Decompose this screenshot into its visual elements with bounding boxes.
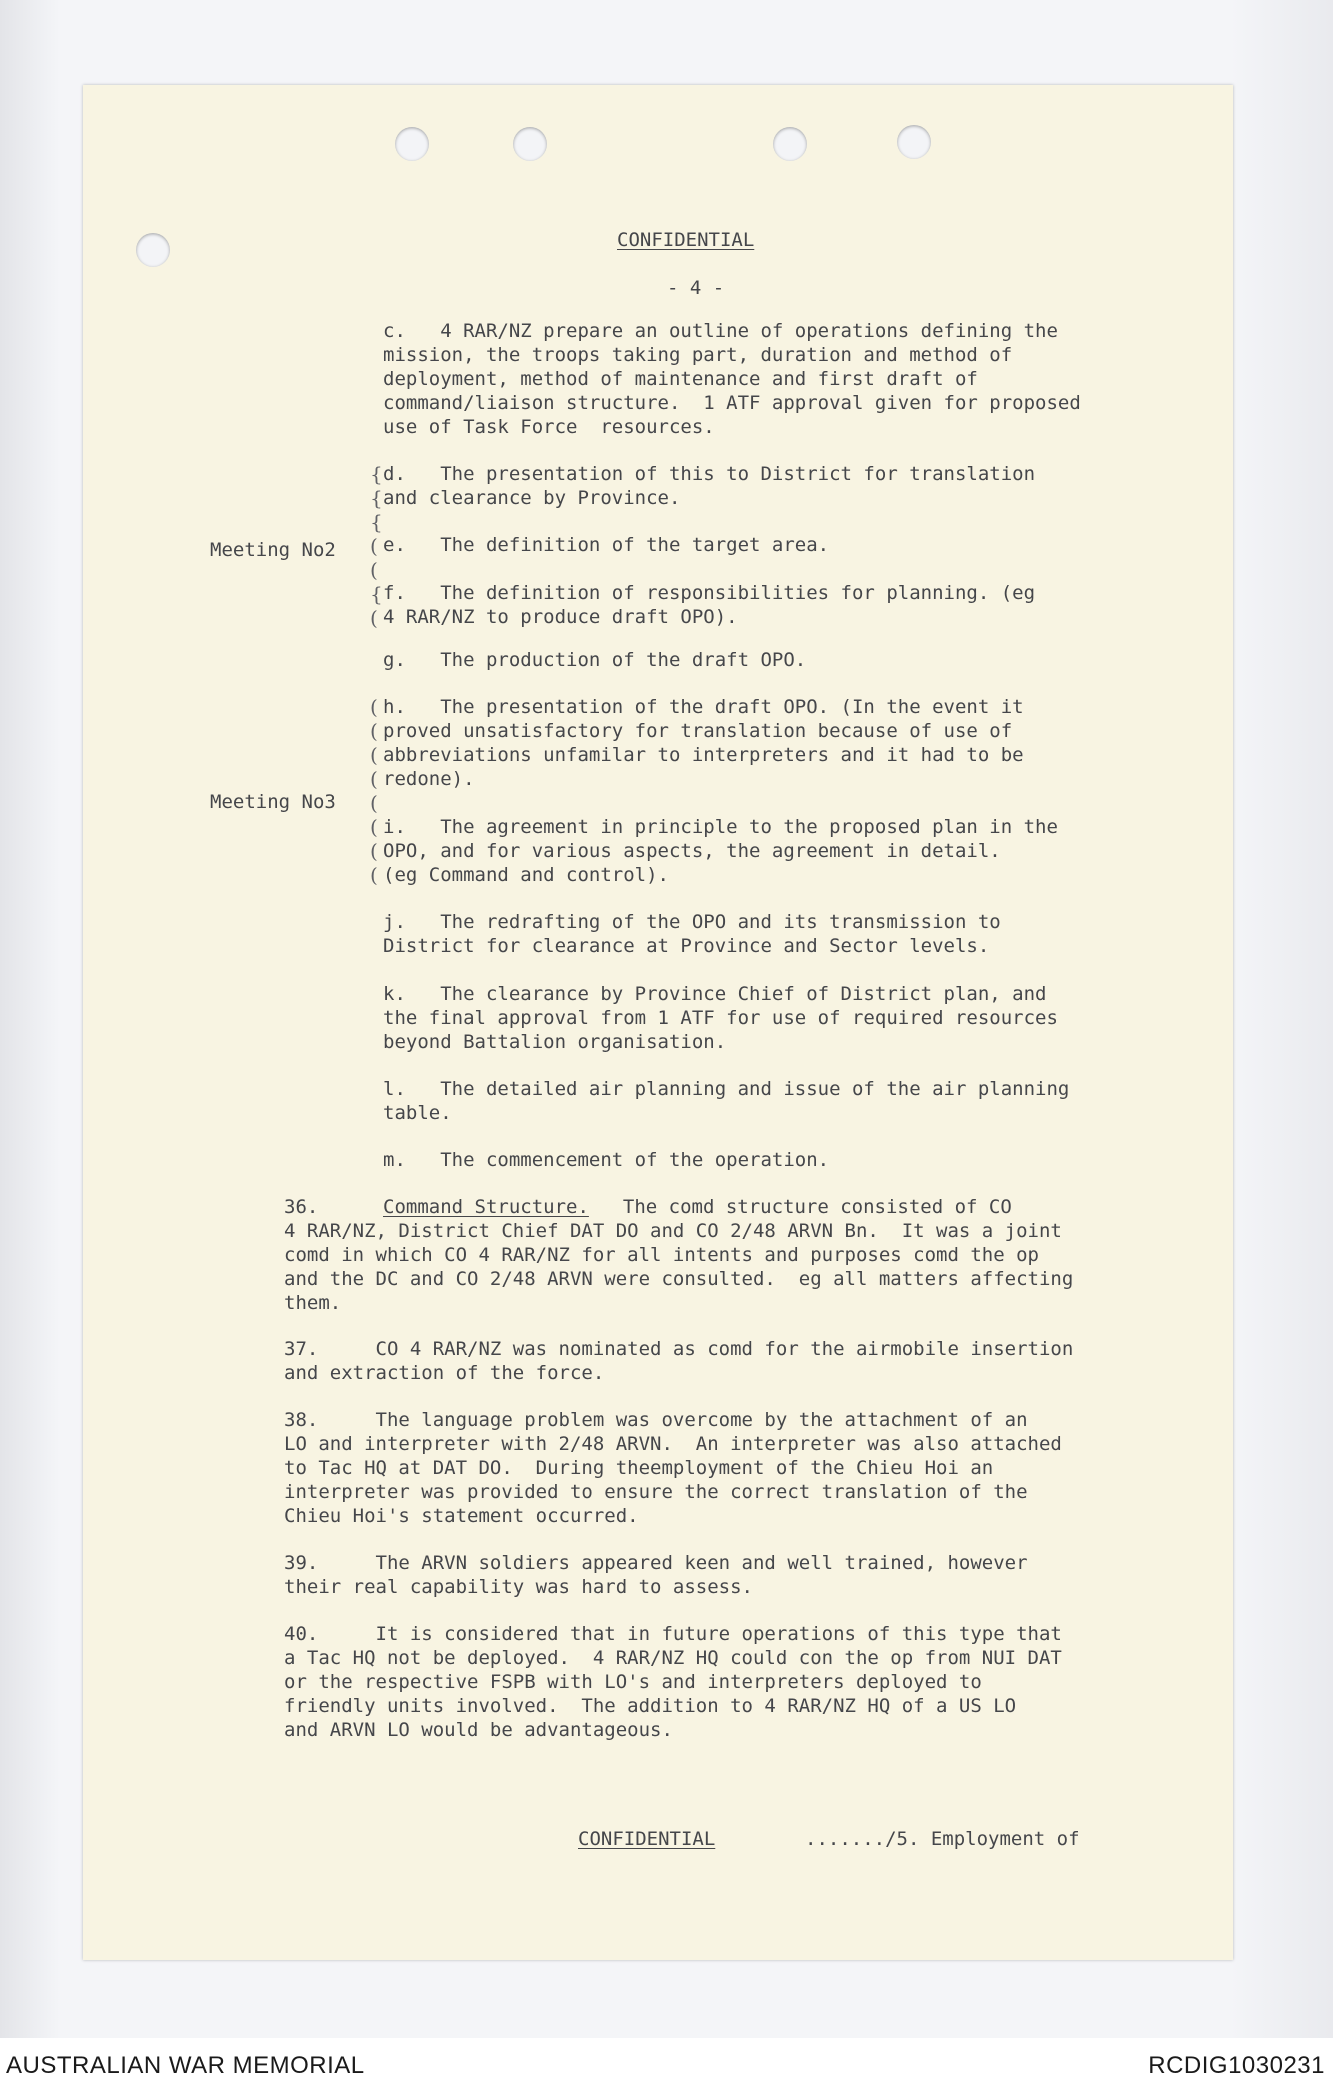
margin-brace: { [370,462,383,486]
archive-reference: RCDIG1030231 [1148,2052,1325,2079]
margin-brace: ( [370,767,378,791]
footer-classification: CONFIDENTIAL [578,1828,716,1850]
continuation-note: ......./5. Employment of [805,1828,1080,1850]
margin-brace: ( [370,719,378,743]
margin-note-meeting-3: Meeting No3 [210,791,336,813]
margin-brace: ( [370,606,378,630]
margin-note-meeting-2: Meeting No2 [210,539,336,561]
archive-institution: AUSTRALIAN WAR MEMORIAL [6,2052,365,2079]
header-classification: CONFIDENTIAL [617,229,755,251]
paragraph-number: 36. [284,1196,319,1218]
punch-hole [897,125,931,159]
section-heading: Command Structure. [383,1196,589,1218]
punch-hole [136,233,170,267]
margin-brace: ( [370,791,378,815]
margin-brace: { [370,486,383,510]
page-number: - 4 - [667,277,725,299]
margin-brace: ( [370,695,378,719]
margin-brace: ( [370,815,378,839]
punch-hole [395,127,429,161]
punch-hole [513,127,547,161]
margin-brace: ( [370,839,378,863]
margin-brace: ( [370,743,378,767]
margin-brace: ( [370,534,378,558]
margin-brace: { [370,510,383,534]
margin-brace: ( [370,558,378,582]
punch-hole [773,127,807,161]
margin-brace: ( [370,863,378,887]
margin-brace: { [370,582,383,606]
